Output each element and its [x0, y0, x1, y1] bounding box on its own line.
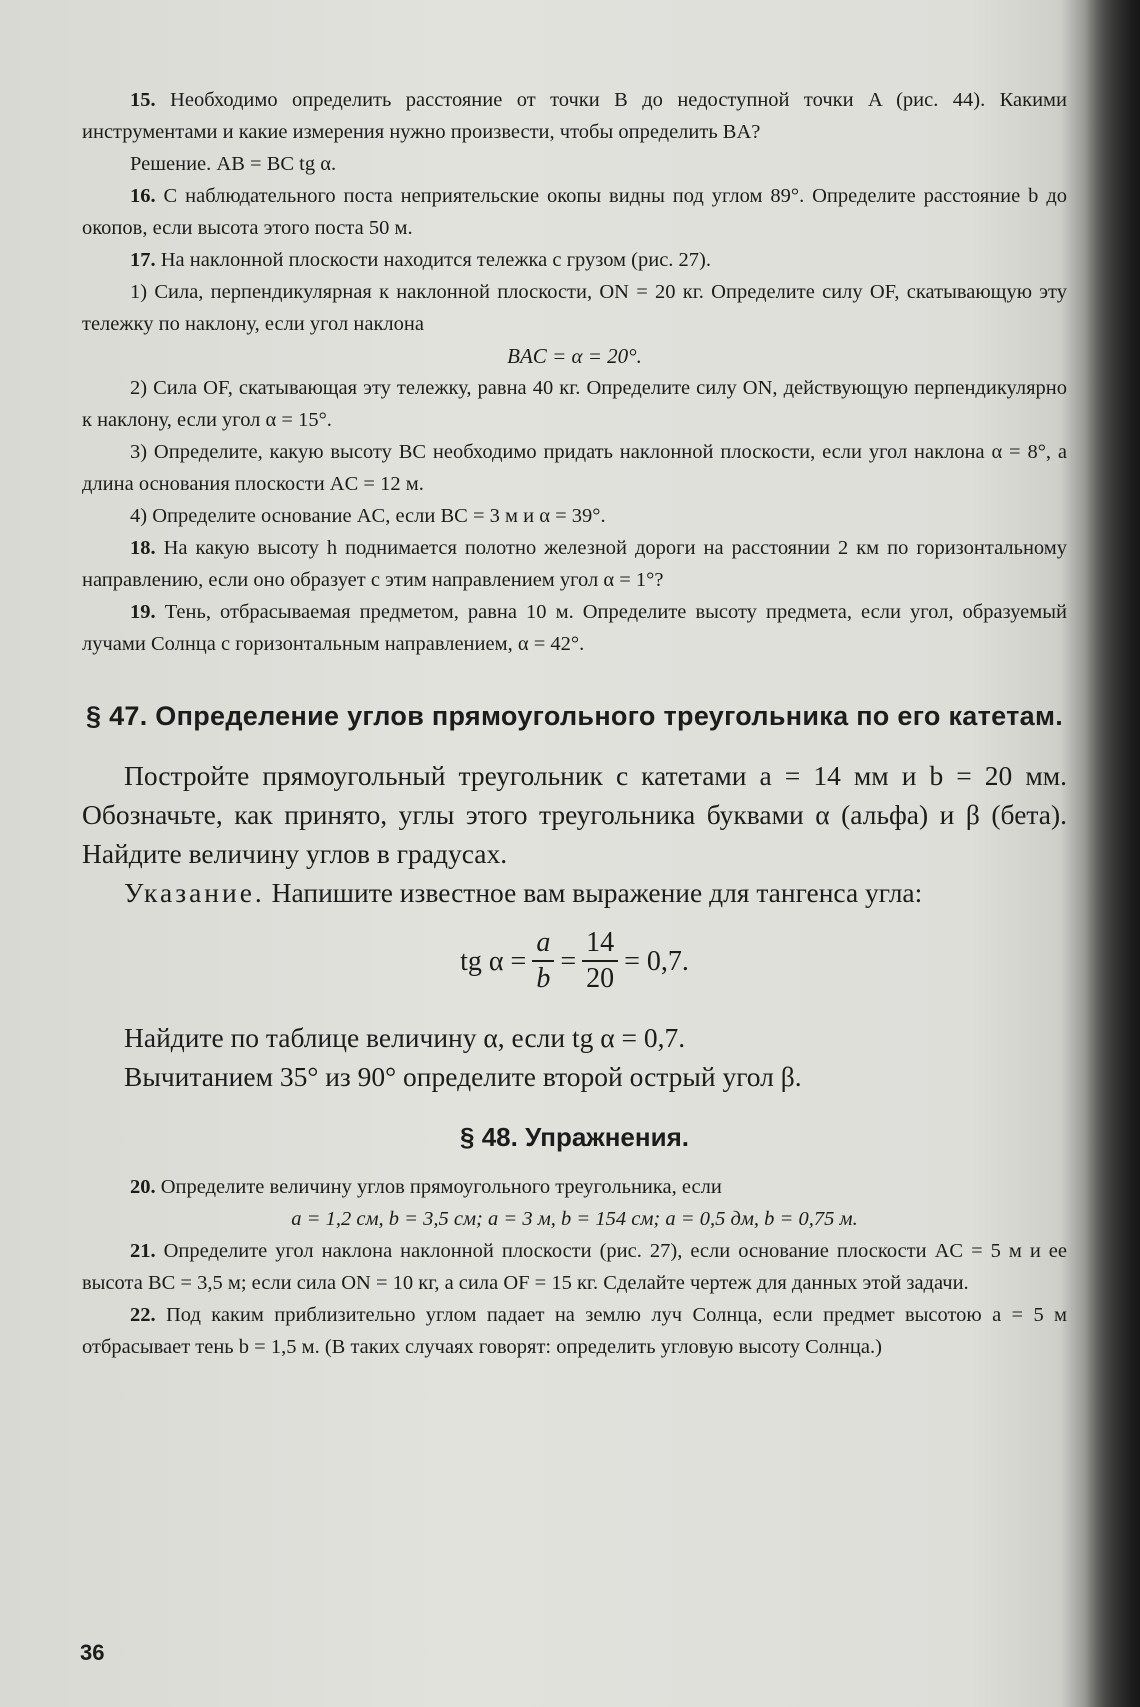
problem-text: 2) Сила OF, скатывающая эту тележку, равна 40 кг. Определите силу ON, действующую перпендикулярно к наклону, если угол α = 15°.	[82, 377, 1067, 431]
fraction-numerator: a	[532, 926, 554, 962]
problem-text: Определите величину углов прямоугольного треугольника, если	[160, 1176, 722, 1198]
problem-text: Под каким приблизительно углом падает на землю луч Солнца, если предмет высотою a = 5 м отбрасывает тень b = 1,5 м. (В таких случаях говорят: определить угловую высоту Солнца.)	[82, 1304, 1068, 1358]
problem-text: 1) Сила, перпендикулярная к наклонной плоскости, ON = 20 кг. Определите силу OF, скатывающую эту тележку по наклону, если угол наклона	[82, 281, 1067, 335]
section-48-title: § 48. Упражнения.	[460, 1122, 689, 1152]
section-47-para-2: Найдите по таблице величину α, если tg α = 0,7.	[124, 1022, 686, 1053]
page-number: 36	[80, 1640, 105, 1665]
solution-15	[82, 148, 1067, 180]
problem-text: Тень, отбрасываемая предметом, равна 10 м. Определите высоту предмета, если угол, образуемый лучами Солнца с горизонтальным направлением, α = 42°.	[82, 601, 1068, 655]
hint-label: Указание.	[124, 877, 265, 908]
hint-text: Напишите известное вам выражение для тангенса угла:	[271, 877, 923, 908]
fraction-denominator: 20	[586, 963, 615, 994]
book-spine-shadow	[1085, 0, 1140, 1707]
problem-17-part-4	[82, 500, 1067, 532]
problem-number: 18.	[130, 537, 156, 559]
problem-17	[82, 244, 1067, 276]
problems-top	[82, 84, 1067, 660]
section-47-hint	[82, 873, 1067, 912]
page-content	[82, 84, 1067, 1363]
problem-number: 16.	[130, 185, 156, 207]
problem-20-values: a = 1,2 см, b = 3,5 см; a = 3 м, b = 154 см; a = 0,5 дм, b = 0,75 м.	[291, 1208, 858, 1230]
fraction-a-b	[532, 926, 554, 996]
fraction-denominator: b	[536, 963, 551, 994]
problem-15	[82, 84, 1067, 148]
problem-22	[82, 1299, 1067, 1363]
problem-text: Необходимо определить расстояние от точки B до недоступной точки A (рис. 44). Какими инструментами и какие измерения нужно произвести, чтобы определить BA?	[82, 89, 1068, 143]
fraction-numerator: 14	[582, 926, 618, 962]
formula-lhs: tg α =	[460, 945, 527, 977]
solution-text: Решение. AB = BC tg α.	[130, 153, 337, 175]
formula-equals: =	[560, 945, 577, 977]
problem-number: 22.	[130, 1304, 156, 1326]
problem-number: 17.	[130, 249, 156, 271]
formula-bac: BAC = α = 20°.	[507, 344, 642, 368]
problem-number: 21.	[130, 1240, 156, 1262]
section-48-body	[82, 1171, 1067, 1363]
problem-text: 4) Определите основание AC, если BC = 3 м и α = 39°.	[130, 505, 606, 527]
formula-rhs: = 0,7.	[624, 945, 689, 977]
problem-16	[82, 180, 1067, 244]
problem-17-part-3	[82, 436, 1067, 500]
tangent-formula	[82, 926, 1067, 996]
problem-text: На наклонной плоскости находится тележка с грузом (рис. 27).	[160, 249, 711, 271]
problem-text: Определите угол наклона наклонной плоскости (рис. 27), если основание плоскости AC = 5 м и ее высота BC = 3,5 м; если сила ON = 10 кг, а сила OF = 15 кг. Сделайте чертеж для данных этой задачи.	[82, 1240, 1067, 1294]
problem-number: 15.	[130, 89, 156, 111]
section-47-body	[82, 756, 1067, 1096]
section-47-para-1: Постройте прямоугольный треугольник с катетами a = 14 мм и b = 20 мм. Обозначьте, как принято, углы этого треугольника буквами α (альфа) и β (бета). Найдите величину углов в градусах.	[82, 760, 1067, 869]
section-47-para-3: Вычитанием 35° из 90° определите второй острый угол β.	[124, 1061, 802, 1092]
problem-text: На какую высоту h поднимается полотно железной дороги на расстоянии 2 км по горизонтальному направлению, если оно образует с этим направлением угол α = 1°?	[82, 537, 1068, 591]
problem-number: 19.	[130, 601, 156, 623]
fraction-14-20	[582, 926, 618, 996]
section-47-title: § 47. Определение углов прямоугольного треугольника по его катетам.	[85, 701, 1064, 731]
problem-17-part-2	[82, 372, 1067, 436]
problem-21	[82, 1235, 1067, 1299]
problem-19	[82, 596, 1067, 660]
problem-text: 3) Определите, какую высоту BC необходимо придать наклонной плоскости, если угол наклона α = 8°, а длина основания плоскости AC = 12 м.	[82, 441, 1067, 495]
problem-text: С наблюдательного поста неприятельские окопы видны под углом 89°. Определите расстояние b до окопов, если высота этого поста 50 м.	[82, 185, 1068, 239]
problem-20	[82, 1171, 1067, 1203]
problem-17-part-1	[82, 276, 1067, 340]
problem-18	[82, 532, 1067, 596]
problem-number: 20.	[130, 1176, 156, 1198]
